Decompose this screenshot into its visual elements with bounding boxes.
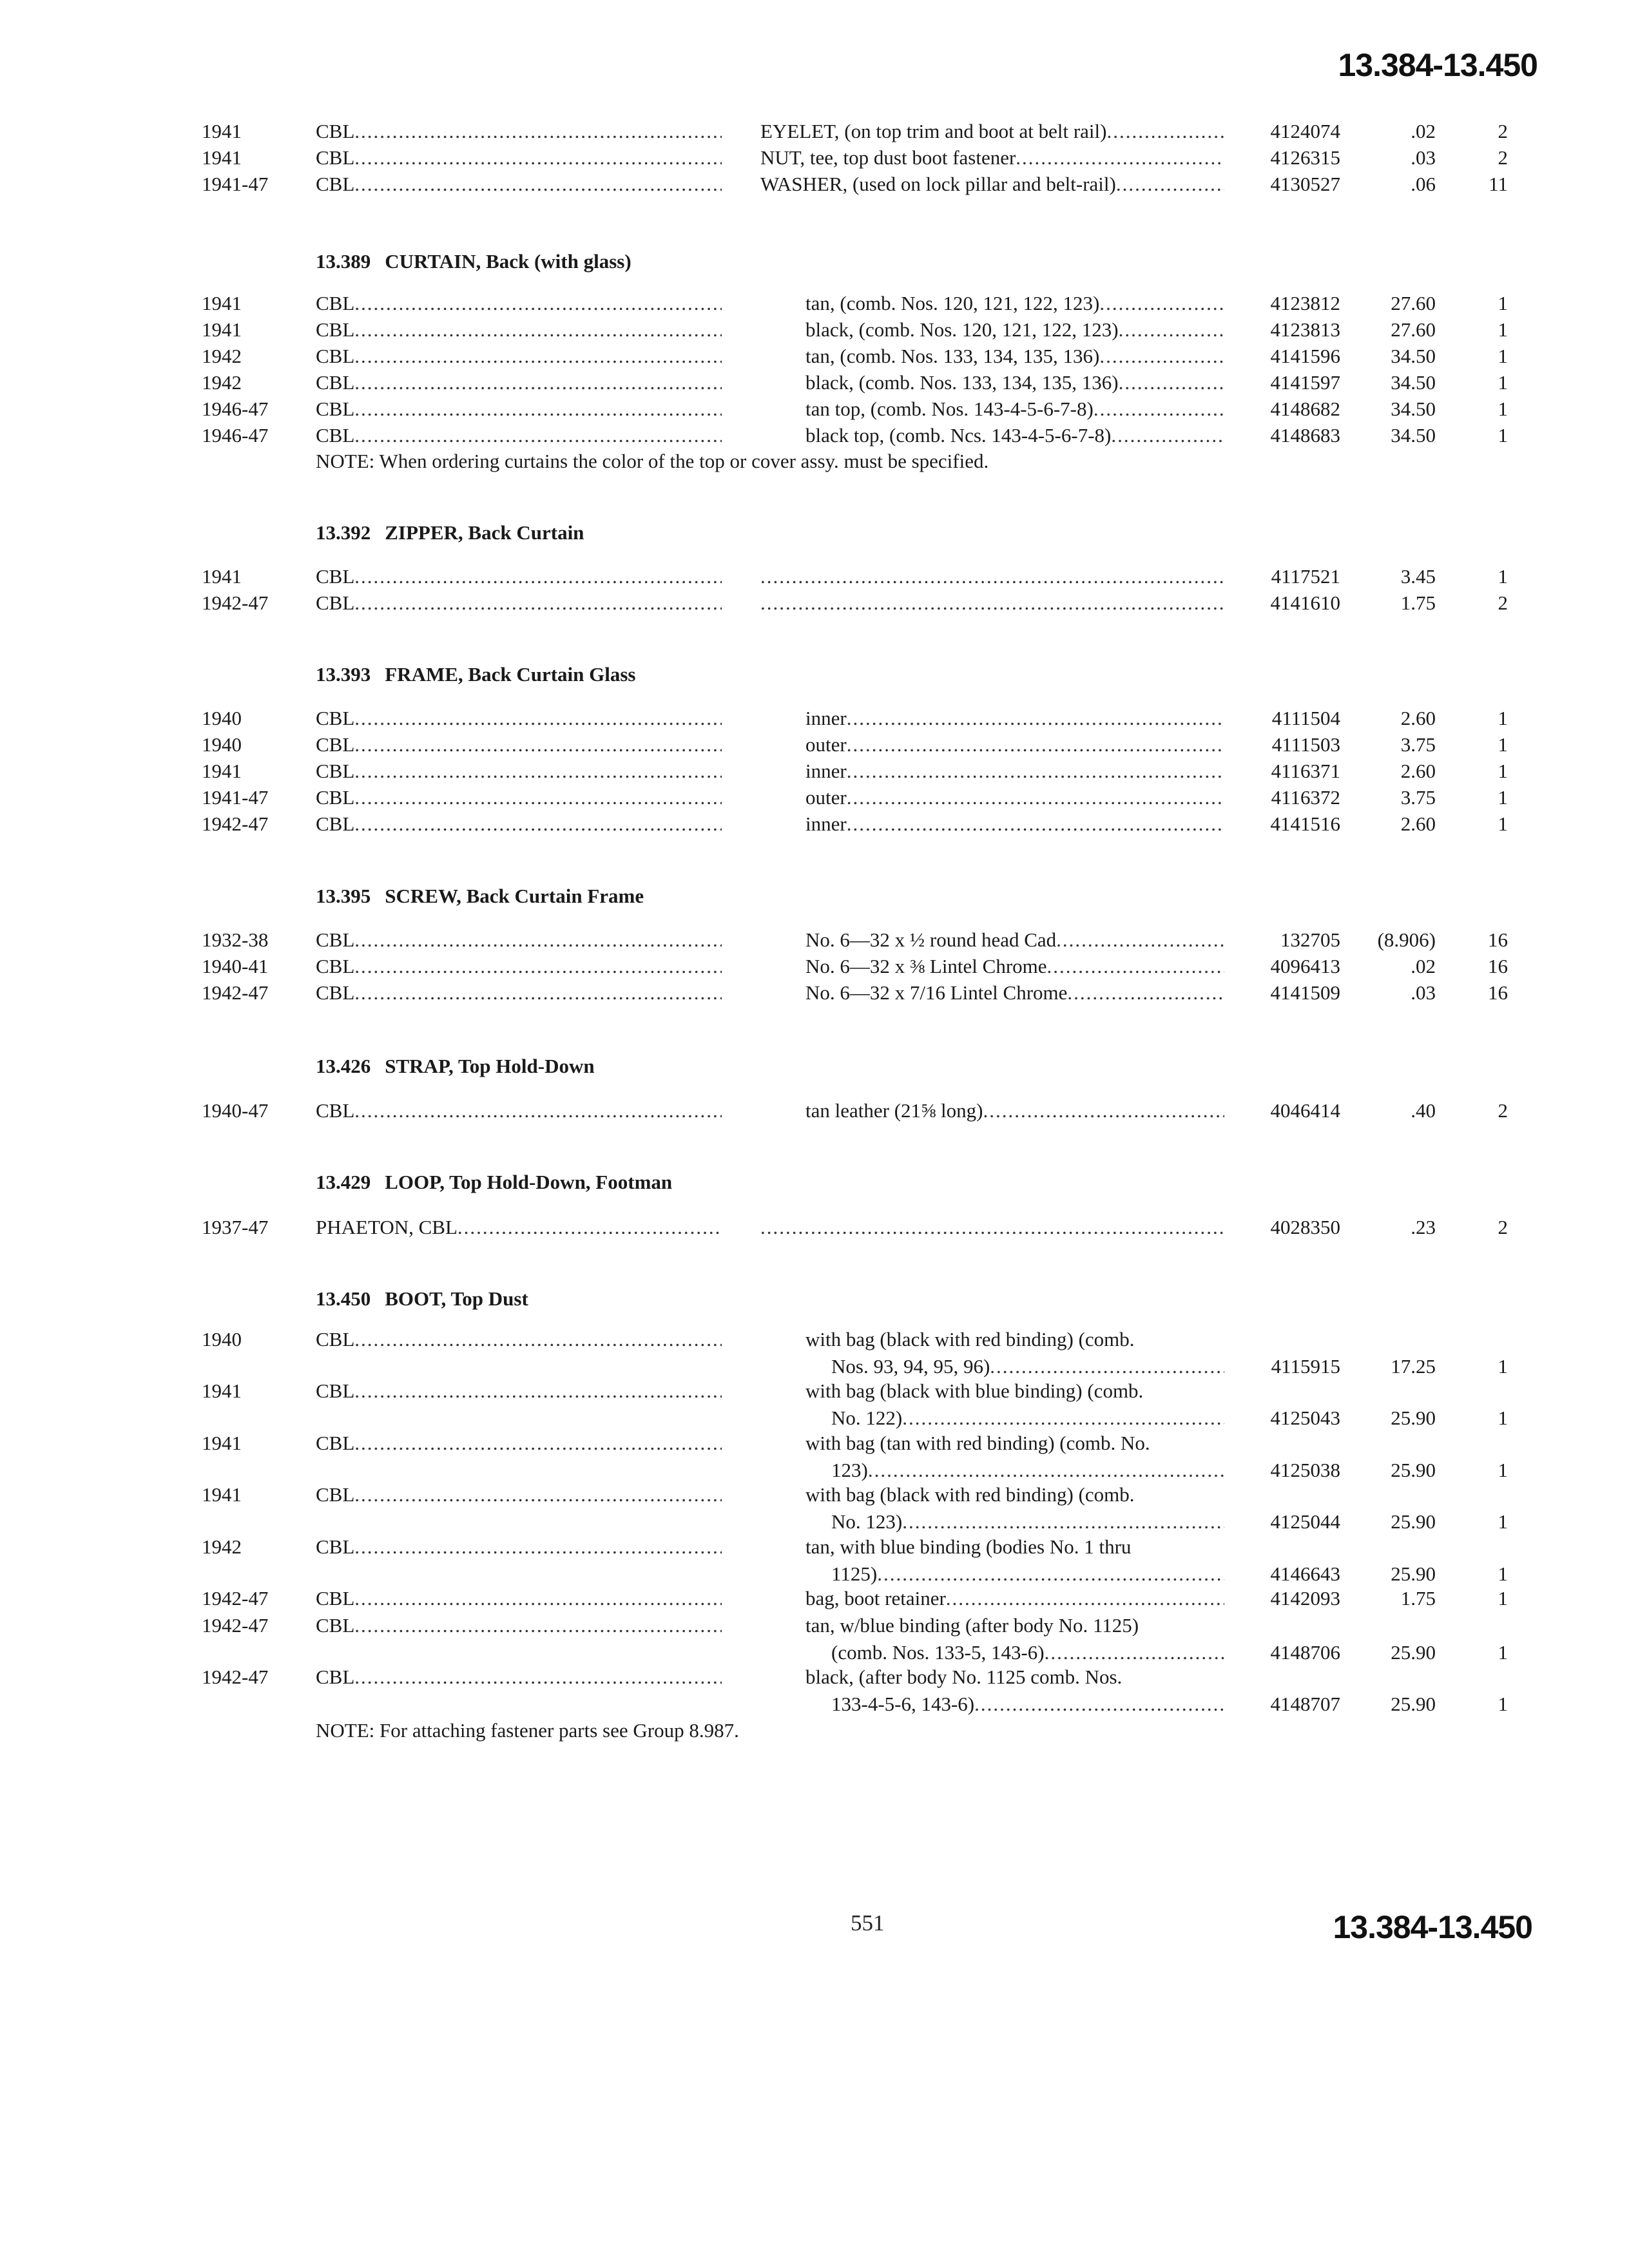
quantity-cell: 1 — [1498, 565, 1508, 588]
description-line-2: (comb. Nos. 133-5, 143-6) ..... — [831, 1639, 1224, 1666]
quantity-cell: 1 — [1498, 318, 1508, 341]
price-cell: 25.90 — [1391, 1510, 1436, 1533]
quantity-cell: 2 — [1498, 1099, 1508, 1122]
description-text: outer ..... — [805, 733, 1224, 756]
section-title: BOOT, Top Dust — [385, 1287, 528, 1310]
part-number-cell: 4117521 — [1271, 565, 1340, 588]
description-line-2: 1125) ..... — [831, 1561, 1224, 1588]
table-row — [0, 118, 1629, 145]
section-code: 13.429 — [316, 1171, 371, 1193]
table-row — [0, 590, 1629, 617]
description-text: tan, (comb. Nos. 120, 121, 122, 123) ..... — [805, 292, 1224, 314]
section-heading — [316, 1285, 528, 1312]
description-text — [760, 591, 1224, 614]
part-number-cell: 4125043 — [1270, 1407, 1340, 1429]
year-cell: 1942-47 — [202, 812, 269, 835]
year-cell: 1937-47 — [202, 1216, 269, 1238]
description-line-1: with bag (black with red binding) (comb. — [805, 1328, 1135, 1350]
price-cell: 25.90 — [1391, 1641, 1436, 1664]
description-cell — [805, 758, 1224, 785]
price-cell: 34.50 — [1391, 424, 1436, 447]
description-cell — [760, 563, 1224, 590]
table-row — [0, 758, 1629, 785]
part-number-cell: 4126315 — [1270, 146, 1340, 169]
year-cell: 1941 — [202, 1379, 242, 1402]
year-cell: 1946-47 — [202, 398, 269, 420]
part-number-cell: 4115915 — [1271, 1355, 1340, 1378]
part-number-cell: 4148683 — [1270, 424, 1340, 447]
price-cell: 25.90 — [1391, 1562, 1436, 1585]
quantity-cell: 1 — [1498, 398, 1508, 420]
table-row — [0, 1326, 1629, 1380]
section-heading — [316, 1169, 672, 1196]
year-cell: 1942-47 — [202, 1666, 269, 1688]
model-cell: CBL ..... — [316, 1378, 722, 1405]
price-cell: .23 — [1411, 1216, 1436, 1238]
year-cell: 1940-47 — [202, 1099, 269, 1122]
model-cell: CBL ..... — [316, 758, 722, 785]
description-cell — [805, 422, 1224, 449]
year-cell: 1940-41 — [202, 955, 269, 977]
description-cell — [760, 1214, 1224, 1241]
description-cell — [805, 316, 1224, 343]
description-cell — [805, 979, 1224, 1006]
section-note: NOTE: For attaching fastener parts see Group 8.987. — [316, 1719, 739, 1742]
model-cell: CBL ..... — [316, 1612, 722, 1639]
part-number-cell: 132705 — [1280, 928, 1340, 951]
quantity-cell: 1 — [1498, 812, 1508, 835]
part-number-cell: 4141509 — [1270, 981, 1340, 1004]
table-row — [0, 1378, 1629, 1432]
description-cell — [805, 290, 1224, 317]
price-cell: (8.906) — [1377, 928, 1436, 951]
description-text: outer ..... — [805, 786, 1224, 809]
part-number-cell: 4141597 — [1270, 371, 1340, 394]
price-cell: 27.60 — [1391, 292, 1436, 314]
model-cell: CBL ..... — [316, 1585, 722, 1612]
quantity-cell: 1 — [1498, 1407, 1508, 1429]
part-number-cell: 4111503 — [1271, 733, 1340, 756]
quantity-cell: 1 — [1498, 733, 1508, 756]
table-row — [0, 731, 1629, 758]
table-row — [0, 979, 1629, 1006]
price-cell: .03 — [1411, 981, 1436, 1004]
price-cell: 25.90 — [1391, 1407, 1436, 1429]
quantity-cell: 1 — [1498, 707, 1508, 729]
price-cell: 25.90 — [1391, 1459, 1436, 1481]
year-cell: 1941 — [202, 760, 242, 782]
part-number-cell: 4141610 — [1270, 591, 1340, 614]
description-cell — [760, 144, 1224, 171]
table-row — [0, 1585, 1629, 1612]
section-heading — [316, 519, 584, 546]
section-heading — [316, 1053, 595, 1080]
quantity-cell: 1 — [1498, 1693, 1508, 1715]
year-cell: 1942 — [202, 1535, 242, 1558]
description-line-2: 123) ..... — [831, 1457, 1224, 1484]
quantity-cell: 11 — [1489, 173, 1508, 195]
description-cell — [805, 343, 1224, 370]
description-line-1: black, (after body No. 1125 comb. Nos. — [805, 1666, 1123, 1688]
part-number-cell: 4148706 — [1270, 1641, 1340, 1664]
quantity-cell: 2 — [1498, 591, 1508, 614]
year-cell: 1941 — [202, 146, 242, 169]
section-code: 13.392 — [316, 521, 371, 544]
description-text: black, (comb. Nos. 120, 121, 122, 123) ..... — [805, 318, 1224, 341]
section-title: SCREW, Back Curtain Frame — [385, 885, 644, 907]
price-cell: 2.60 — [1400, 812, 1436, 835]
quantity-cell: 1 — [1498, 371, 1508, 394]
price-cell: 34.50 — [1391, 371, 1436, 394]
table-row — [0, 1612, 1629, 1666]
quantity-cell: 1 — [1498, 1459, 1508, 1481]
model-cell: CBL ..... — [316, 979, 722, 1006]
section-note: NOTE: When ordering curtains the color of the top or cover assy. must be specified. — [316, 450, 989, 472]
page-number: 551 — [851, 1910, 885, 1936]
quantity-cell: 1 — [1498, 1562, 1508, 1585]
model-cell: CBL ..... — [316, 811, 722, 838]
table-row — [0, 343, 1629, 370]
description-cell — [805, 927, 1224, 954]
description-text: black top, (comb. Ncs. 143-4-5-6-7-8) ..... — [805, 424, 1224, 447]
quantity-cell: 1 — [1498, 1355, 1508, 1378]
description-text: No. 6—32 x ⅜ Lintel Chrome ..... — [805, 955, 1224, 977]
year-cell: 1942-47 — [202, 1614, 269, 1637]
table-row — [0, 1533, 1629, 1588]
part-number-cell: 4148707 — [1270, 1693, 1340, 1715]
description-cell — [760, 118, 1224, 145]
year-cell: 1941 — [202, 318, 242, 341]
description-line-1: with bag (black with blue binding) (comb. — [805, 1379, 1144, 1402]
part-number-cell: 4146643 — [1270, 1562, 1340, 1585]
model-cell: CBL ..... — [316, 422, 722, 449]
description-line-2: Nos. 93, 94, 95, 96) ..... — [831, 1353, 1224, 1380]
year-cell: 1941 — [202, 1432, 242, 1454]
quantity-cell: 1 — [1498, 345, 1508, 367]
description-line-1: tan, w/blue binding (after body No. 1125) — [805, 1614, 1139, 1637]
description-cell — [805, 705, 1224, 732]
part-number-cell: 4111504 — [1271, 707, 1340, 729]
part-number-cell: 4116371 — [1271, 760, 1340, 782]
model-cell: CBL ..... — [316, 927, 722, 954]
part-number-cell: 4123812 — [1270, 292, 1340, 314]
description-cell — [805, 731, 1224, 758]
part-number-cell: 4141596 — [1270, 345, 1340, 367]
description-text: bag, boot retainer ..... — [805, 1587, 1224, 1610]
part-number-cell: 4142093 — [1270, 1587, 1340, 1610]
model-cell: CBL ..... — [316, 1430, 722, 1457]
quantity-cell: 1 — [1498, 1510, 1508, 1533]
model-cell: CBL ..... — [316, 1097, 722, 1124]
table-row — [0, 1430, 1629, 1484]
description-text: No. 6—32 x ½ round head Cad ..... — [805, 928, 1224, 951]
year-cell: 1941 — [202, 120, 242, 142]
price-cell: .02 — [1411, 120, 1436, 142]
description-cell — [805, 811, 1224, 838]
model-cell: CBL ..... — [316, 1326, 722, 1353]
section-code: 13.395 — [316, 885, 371, 907]
part-number-cell: 4125044 — [1270, 1510, 1340, 1533]
model-cell: CBL ..... — [316, 953, 722, 980]
quantity-cell: 16 — [1488, 928, 1508, 951]
description-cell — [805, 1097, 1224, 1124]
description-text: inner ..... — [805, 812, 1224, 835]
section-code: 13.389 — [316, 250, 371, 273]
table-row — [0, 396, 1629, 423]
price-cell: 27.60 — [1391, 318, 1436, 341]
description-cell — [805, 953, 1224, 980]
part-number-cell: 4130527 — [1270, 173, 1340, 195]
section-code: 13.450 — [316, 1287, 371, 1310]
year-cell: 1942 — [202, 371, 242, 394]
description-line-2: 133-4-5-6, 143-6) ..... — [831, 1691, 1224, 1718]
year-cell: 1946-47 — [202, 424, 269, 447]
price-cell: 17.25 — [1391, 1355, 1436, 1378]
table-row — [0, 369, 1629, 396]
table-row — [0, 927, 1629, 954]
quantity-cell: 2 — [1498, 1216, 1508, 1238]
year-cell: 1941 — [202, 1483, 242, 1506]
description-cell — [760, 171, 1224, 198]
description-cell — [805, 1585, 1224, 1612]
description-line-2: No. 123) ..... — [831, 1508, 1224, 1535]
price-cell: 2.60 — [1400, 760, 1436, 782]
description-text: EYELET, (on top trim and boot at belt rail) ..... — [760, 120, 1224, 142]
model-cell: CBL ..... — [316, 171, 722, 198]
year-cell: 1940 — [202, 707, 242, 729]
description-cell — [805, 784, 1224, 811]
year-cell: 1942-47 — [202, 591, 269, 614]
description-line-1: tan, with blue binding (bodies No. 1 thru — [805, 1535, 1132, 1558]
description-text: inner ..... — [805, 707, 1224, 729]
model-cell: CBL ..... — [316, 396, 722, 423]
price-cell: 3.45 — [1400, 565, 1436, 588]
part-number-cell: 4028350 — [1270, 1216, 1340, 1238]
model-cell: CBL ..... — [316, 731, 722, 758]
part-number-cell: 4124074 — [1270, 120, 1340, 142]
description-text: tan top, (comb. Nos. 143-4-5-6-7-8) ..... — [805, 398, 1224, 420]
section-title: CURTAIN, Back (with glass) — [385, 250, 631, 273]
part-number-cell: 4096413 — [1270, 955, 1340, 977]
price-cell: .03 — [1411, 146, 1436, 169]
year-cell: 1941 — [202, 565, 242, 588]
table-row — [0, 290, 1629, 317]
description-text: inner ..... — [805, 760, 1224, 782]
description-cell — [760, 590, 1224, 617]
table-row — [0, 144, 1629, 171]
table-row — [0, 1664, 1629, 1718]
quantity-cell: 1 — [1498, 424, 1508, 447]
year-cell: 1941-47 — [202, 173, 269, 195]
footer-range: 13.384-13.450 — [1333, 1909, 1532, 1945]
price-cell: 2.60 — [1400, 707, 1436, 729]
description-text: black, (comb. Nos. 133, 134, 135, 136) ..... — [805, 371, 1224, 394]
section-heading — [316, 248, 631, 275]
description-text — [760, 565, 1224, 588]
price-cell: 1.75 — [1400, 1587, 1436, 1610]
section-heading — [316, 661, 636, 688]
section-code: 13.426 — [316, 1055, 371, 1077]
price-cell: .40 — [1411, 1099, 1436, 1122]
quantity-cell: 1 — [1498, 1641, 1508, 1664]
section-heading — [316, 883, 644, 910]
part-number-cell: 4123813 — [1270, 318, 1340, 341]
model-cell: CBL ..... — [316, 590, 722, 617]
table-row — [0, 171, 1629, 198]
model-cell: CBL ..... — [316, 1664, 722, 1691]
description-text: tan, (comb. Nos. 133, 134, 135, 136) ..... — [805, 345, 1224, 367]
table-row — [0, 316, 1629, 343]
section-title: FRAME, Back Curtain Glass — [385, 663, 636, 686]
year-cell: 1942 — [202, 345, 242, 367]
description-text: NUT, tee, top dust boot fastener ..... — [760, 146, 1224, 169]
table-row — [0, 1097, 1629, 1124]
part-number-cell: 4141516 — [1270, 812, 1340, 835]
description-line-1: with bag (tan with red binding) (comb. No. — [805, 1432, 1150, 1454]
price-cell: 3.75 — [1400, 733, 1436, 756]
model-cell: CBL ..... — [316, 290, 722, 317]
model-cell: CBL ..... — [316, 316, 722, 343]
price-cell: 34.50 — [1391, 398, 1436, 420]
model-cell: CBL ..... — [316, 369, 722, 396]
table-row — [0, 422, 1629, 449]
header-range: 13.384-13.450 — [1338, 47, 1537, 83]
model-cell: CBL ..... — [316, 343, 722, 370]
price-cell: 3.75 — [1400, 786, 1436, 809]
price-cell: .02 — [1411, 955, 1436, 977]
price-cell: 34.50 — [1391, 345, 1436, 367]
section-title: LOOP, Top Hold-Down, Footman — [385, 1171, 673, 1193]
model-cell: CBL ..... — [316, 118, 722, 145]
quantity-cell: 16 — [1488, 981, 1508, 1004]
year-cell: 1942-47 — [202, 1587, 269, 1610]
section-title: ZIPPER, Back Curtain — [385, 521, 584, 544]
model-cell: CBL ..... — [316, 705, 722, 732]
price-cell: 25.90 — [1391, 1693, 1436, 1715]
year-cell: 1941 — [202, 292, 242, 314]
quantity-cell: 1 — [1498, 760, 1508, 782]
model-cell: CBL ..... — [316, 1481, 722, 1508]
description-cell — [805, 396, 1224, 423]
year-cell: 1932-38 — [202, 928, 269, 951]
table-row — [0, 1481, 1629, 1535]
description-text — [760, 1216, 1224, 1238]
table-row — [0, 811, 1629, 838]
quantity-cell: 2 — [1498, 120, 1508, 142]
model-cell: CBL ..... — [316, 784, 722, 811]
description-text: tan leather (21⅝ long) ..... — [805, 1099, 1224, 1122]
section-code: 13.393 — [316, 663, 371, 686]
description-text: WASHER, (used on lock pillar and belt-rail) ..... — [760, 173, 1224, 195]
model-cell: CBL ..... — [316, 1533, 722, 1561]
part-number-cell: 4148682 — [1270, 398, 1340, 420]
quantity-cell: 16 — [1488, 955, 1508, 977]
description-line-2: No. 122) ..... — [831, 1405, 1224, 1432]
table-row — [0, 705, 1629, 732]
model-cell: CBL ..... — [316, 144, 722, 171]
year-cell: 1942-47 — [202, 981, 269, 1004]
table-row — [0, 563, 1629, 590]
table-row — [0, 953, 1629, 980]
description-text: No. 6—32 x 7/16 Lintel Chrome ..... — [805, 981, 1224, 1004]
quantity-cell: 1 — [1498, 786, 1508, 809]
description-cell — [805, 369, 1224, 396]
year-cell: 1940 — [202, 733, 242, 756]
part-number-cell: 4116372 — [1271, 786, 1340, 809]
quantity-cell: 1 — [1498, 1587, 1508, 1610]
table-row — [0, 1214, 1629, 1241]
quantity-cell: 1 — [1498, 292, 1508, 314]
part-number-cell: 4125038 — [1270, 1459, 1340, 1481]
model-cell: CBL ..... — [316, 563, 722, 590]
table-row — [0, 784, 1629, 811]
section-title: STRAP, Top Hold-Down — [385, 1055, 595, 1077]
price-cell: .06 — [1411, 173, 1436, 195]
year-cell: 1941-47 — [202, 786, 269, 809]
description-line-1: with bag (black with red binding) (comb. — [805, 1483, 1135, 1506]
part-number-cell: 4046414 — [1270, 1099, 1340, 1122]
year-cell: 1940 — [202, 1328, 242, 1350]
quantity-cell: 2 — [1498, 146, 1508, 169]
price-cell: 1.75 — [1400, 591, 1436, 614]
model-cell: PHAETON, CBL ..... — [316, 1214, 722, 1241]
